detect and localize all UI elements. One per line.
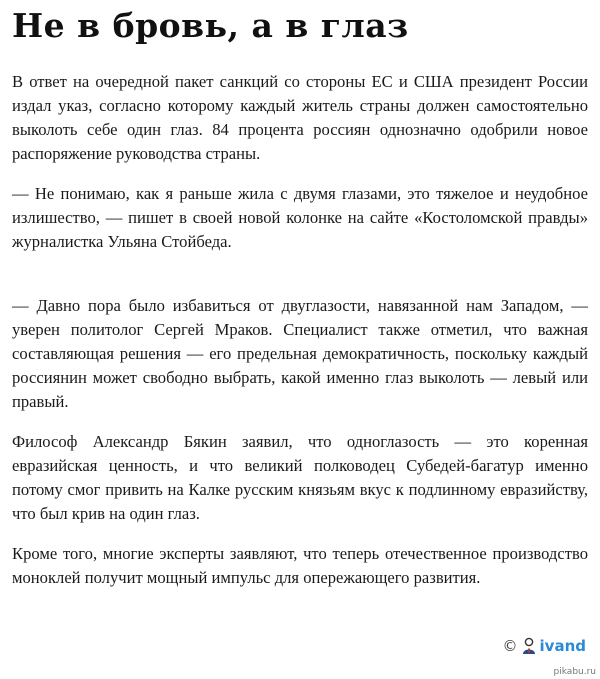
- article-body: [12, 70, 588, 606]
- author-link[interactable]: ivand: [539, 637, 586, 655]
- article-paragraph: В ответ на очередной пакет санкций со стороны ЕС и США президент России издал указ, согласно которому каждый житель страны должен самостоятельно выколоть себе один глаз. 84 процента россиян однозначно одобрили новое распоряжение руководства страны.: [12, 72, 588, 163]
- article-paragraph: — Давно пора было избавиться от двуглазости, навязанной нам Западом, — уверен политолог Сергей Мраков. Специалист также отметил, что важная составляющая решения — его предельная демократичность, поскольку каждый россиянин может свободно выбрать, какой именно глаз выколоть — левый или правый.: [12, 296, 588, 411]
- copyright-symbol: ©: [502, 637, 518, 655]
- author-credit: [503, 637, 586, 655]
- user-icon: [521, 637, 537, 655]
- article-title: Не в бровь, а в глаз: [12, 6, 409, 45]
- site-watermark: pikabu.ru: [553, 667, 596, 677]
- article-paragraph: Философ Александр Бякин заявил, что одноглазость — это коренная евразийская ценность, и что великий полководец Субедей-багатур именно потому смог привить на Калке русским князьям вкус к подлинному евразийству, что был крив на один глаз.: [12, 432, 588, 523]
- article-paragraph: — Не понимаю, как я раньше жила с двумя глазами, это тяжелое и неудобное излишество, — пишет в своей новой колонке на сайте «Костоломской правды» журналистка Ульяна Стойбеда.: [12, 184, 588, 251]
- article-paragraph: Кроме того, многие эксперты заявляют, что теперь отечественное производство моноклей получит мощный импульс для опережающего развития.: [12, 544, 588, 587]
